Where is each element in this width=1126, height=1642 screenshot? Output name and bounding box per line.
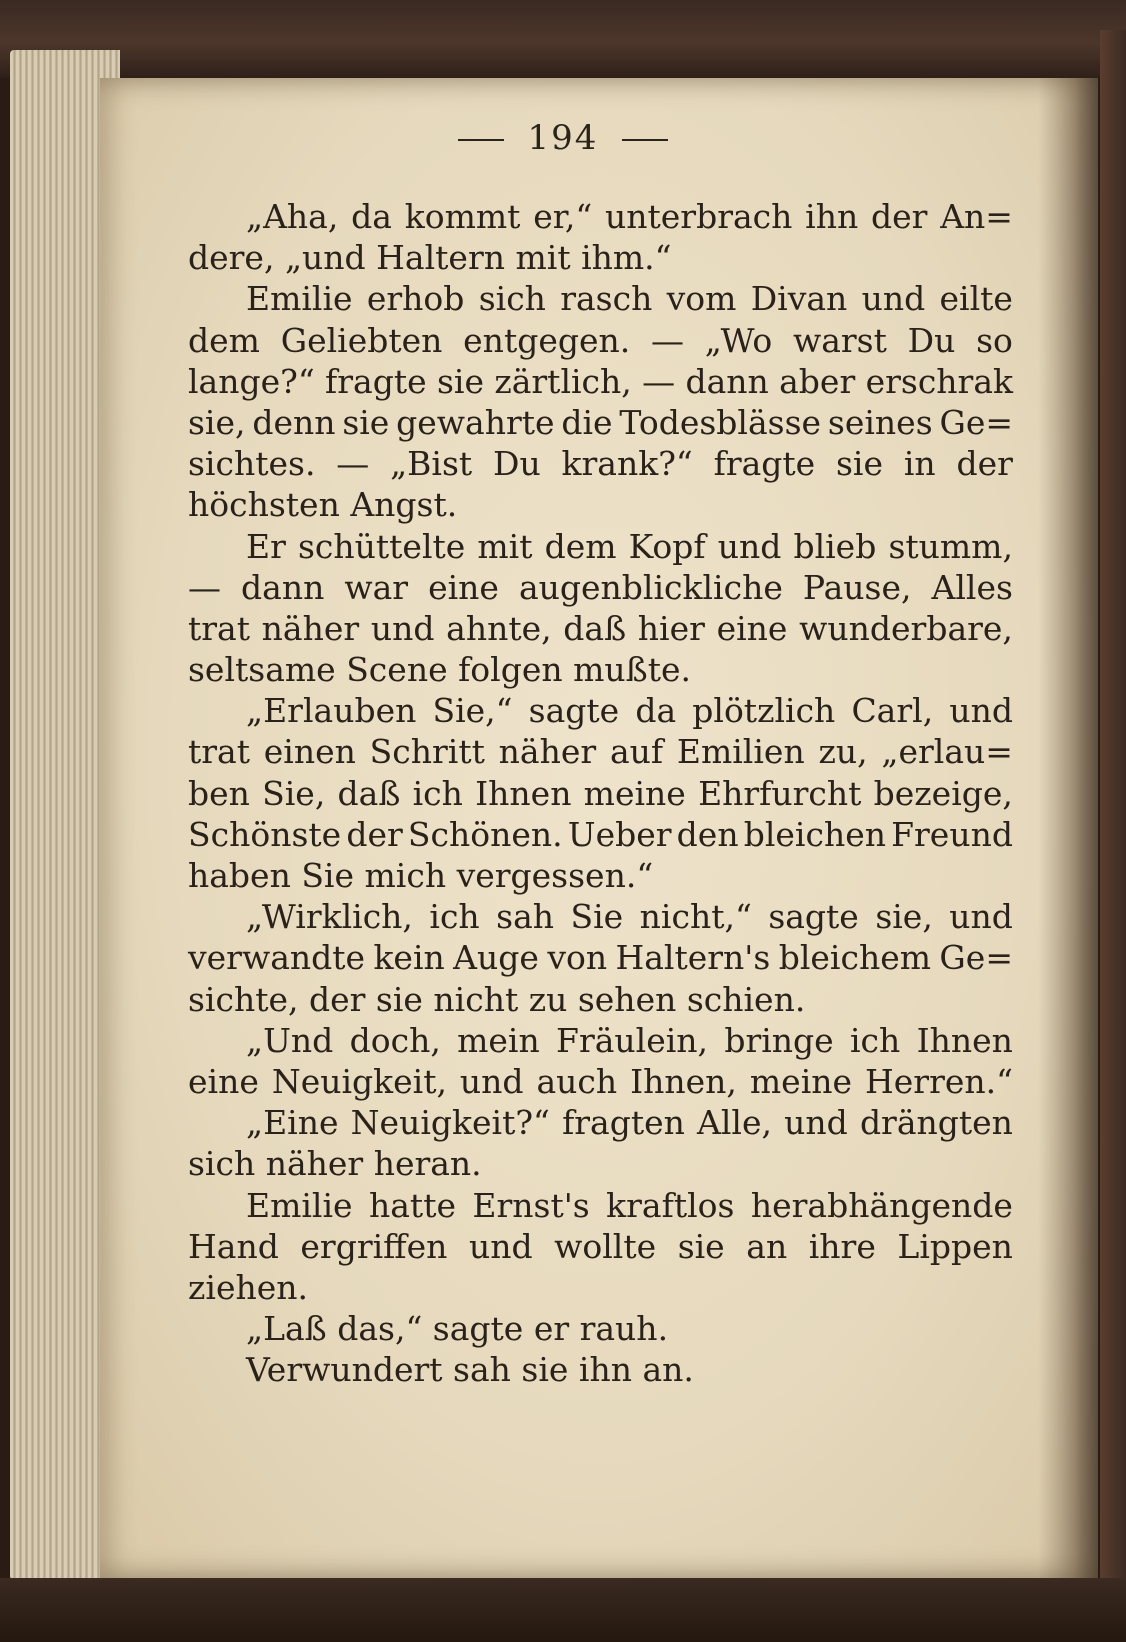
word: ihn bbox=[805, 197, 859, 236]
page-number-dash-right bbox=[622, 139, 668, 141]
word: fragte bbox=[325, 361, 427, 401]
word: sichtes. bbox=[188, 444, 316, 484]
word: Herren.“ bbox=[864, 1061, 1013, 1101]
word: Ueber bbox=[567, 814, 672, 854]
word: „Bist bbox=[390, 444, 473, 484]
text-line: höchsten Angst. bbox=[188, 485, 458, 525]
word: meine bbox=[749, 1061, 853, 1101]
text-line bbox=[188, 443, 1013, 484]
word: da bbox=[351, 197, 392, 236]
word: Emilie bbox=[246, 1185, 353, 1225]
word: „Wo bbox=[704, 320, 773, 360]
word: „Wirklich, bbox=[246, 897, 413, 937]
word: und bbox=[949, 691, 1013, 731]
word: vom bbox=[666, 279, 737, 319]
word: meine bbox=[583, 773, 686, 813]
word: erschrak bbox=[865, 361, 1013, 401]
word: Alles bbox=[931, 567, 1013, 607]
book-bottom-edge bbox=[0, 1578, 1126, 1642]
word: nicht,“ bbox=[639, 897, 752, 937]
word: unterbrach bbox=[605, 197, 793, 236]
word: „Erlauben bbox=[246, 691, 417, 731]
word: Schritt bbox=[369, 732, 485, 772]
word: „Eine bbox=[246, 1103, 339, 1143]
word: und bbox=[784, 1103, 848, 1143]
text-line bbox=[188, 278, 1013, 319]
text-line bbox=[188, 320, 1013, 361]
book-cover-right bbox=[1100, 30, 1126, 1620]
word: einen bbox=[263, 732, 356, 772]
word: Divan bbox=[750, 279, 848, 319]
word: „Und bbox=[246, 1020, 334, 1060]
word: Geliebten bbox=[280, 320, 443, 360]
word: Sie,“ bbox=[432, 691, 513, 731]
text-line: Verwundert sah sie ihn an. bbox=[246, 1350, 694, 1390]
text-line bbox=[188, 937, 1013, 978]
text-line: seltsame Scene folgen mußte. bbox=[188, 650, 691, 690]
word: auch bbox=[536, 1061, 618, 1101]
word: doch, bbox=[349, 1020, 441, 1060]
word: Ihnen, bbox=[630, 1061, 737, 1101]
word: Ge= bbox=[939, 402, 1013, 442]
word: sie bbox=[836, 444, 884, 484]
word: Pause, bbox=[802, 567, 912, 607]
word: Kopf bbox=[628, 526, 706, 566]
word: ich bbox=[429, 897, 480, 937]
word: Alle, bbox=[697, 1103, 773, 1143]
word: sagte bbox=[768, 897, 859, 937]
word: herabhängende bbox=[750, 1185, 1013, 1225]
word: Fräulein, bbox=[556, 1020, 709, 1060]
word: stumm, bbox=[888, 526, 1013, 566]
word: ihre bbox=[808, 1226, 876, 1266]
word: eine bbox=[428, 567, 499, 607]
word: erhob bbox=[366, 279, 465, 319]
word: an bbox=[746, 1226, 788, 1266]
word: Ihnen bbox=[916, 1020, 1013, 1060]
page-number-value: 194 bbox=[527, 118, 599, 158]
word: die bbox=[561, 402, 613, 442]
word: Haltern's bbox=[615, 938, 771, 978]
word: bleichen bbox=[743, 814, 886, 854]
word: Lippen bbox=[897, 1226, 1013, 1266]
word: in bbox=[903, 444, 936, 484]
text-line: sichte, der sie nicht zu sehen schien. bbox=[188, 979, 806, 1019]
word: entgegen. bbox=[463, 320, 631, 360]
word: blieb bbox=[793, 526, 877, 566]
word: aber bbox=[779, 361, 856, 401]
text-line: ziehen. bbox=[188, 1267, 308, 1307]
word: rasch bbox=[560, 279, 653, 319]
text-line bbox=[188, 1102, 1013, 1143]
word: der bbox=[956, 444, 1013, 484]
word: zärtlich, bbox=[494, 361, 632, 401]
word: ergriffen bbox=[300, 1226, 448, 1266]
word: bezeige, bbox=[873, 773, 1013, 813]
word: kommt bbox=[404, 197, 521, 236]
word: — bbox=[336, 444, 370, 484]
word: daß bbox=[563, 608, 627, 648]
text-line bbox=[188, 1061, 1013, 1102]
word: lange?“ bbox=[188, 361, 315, 401]
word: mit bbox=[477, 526, 533, 566]
word: fragte bbox=[713, 444, 816, 484]
word: „Aha, bbox=[246, 197, 339, 236]
word: Ernst's bbox=[472, 1185, 590, 1225]
word: von bbox=[547, 938, 608, 978]
text-line: sich näher heran. bbox=[188, 1144, 482, 1184]
word: trat bbox=[188, 732, 250, 772]
word: er,“ bbox=[533, 197, 593, 236]
word: — bbox=[642, 361, 676, 401]
word: auf bbox=[609, 732, 664, 772]
page-number bbox=[0, 118, 1126, 158]
text-line bbox=[188, 402, 1013, 443]
word: Schönste bbox=[188, 814, 342, 854]
word: und bbox=[459, 1061, 524, 1101]
word: sich bbox=[478, 279, 546, 319]
word: dann bbox=[241, 567, 325, 607]
word: fragten bbox=[562, 1103, 685, 1143]
word: sie bbox=[436, 361, 484, 401]
word: denn bbox=[252, 402, 336, 442]
text-line bbox=[188, 690, 1013, 731]
word: wunderbare, bbox=[799, 608, 1013, 648]
word: und bbox=[370, 608, 435, 648]
word: dann bbox=[685, 361, 769, 401]
word: kein bbox=[373, 938, 445, 978]
text-line bbox=[188, 1185, 1013, 1226]
word: Er bbox=[246, 526, 286, 566]
word: eine bbox=[716, 608, 788, 648]
word: Freund bbox=[891, 814, 1013, 854]
word: eilte bbox=[939, 279, 1013, 319]
text-line bbox=[188, 731, 1013, 772]
word: schüttelte bbox=[297, 526, 466, 566]
text-line bbox=[188, 814, 1013, 855]
word: warst bbox=[792, 320, 887, 360]
word: — bbox=[651, 320, 685, 360]
body-text bbox=[188, 196, 1013, 1390]
word: ahnte, bbox=[446, 608, 552, 648]
word: verwandte bbox=[188, 938, 366, 978]
text-line bbox=[188, 526, 1013, 567]
text-line bbox=[188, 896, 1013, 937]
word: „erlau= bbox=[881, 732, 1013, 772]
word: sie, bbox=[188, 402, 246, 442]
word: Neuigkeit?“ bbox=[350, 1103, 550, 1143]
text-line bbox=[188, 361, 1013, 402]
word: sie bbox=[342, 402, 390, 442]
word: da bbox=[635, 691, 677, 731]
word: und bbox=[949, 897, 1013, 937]
word: An= bbox=[940, 197, 1013, 236]
word: bringe bbox=[724, 1020, 834, 1060]
text-line bbox=[188, 608, 1013, 649]
word: Schönen. bbox=[407, 814, 563, 854]
word: sah bbox=[496, 897, 555, 937]
word: dem bbox=[188, 320, 260, 360]
word: näher bbox=[261, 608, 360, 648]
text-line: haben Sie mich vergessen.“ bbox=[188, 856, 654, 895]
word: Sie, bbox=[262, 773, 326, 813]
word: Todesblässe bbox=[619, 402, 822, 442]
text-line: dere, „und Haltern mit ihm.“ bbox=[188, 238, 672, 278]
word: seines bbox=[827, 402, 933, 442]
word: Ehrfurcht bbox=[698, 773, 862, 813]
word: der bbox=[346, 814, 403, 854]
word: und bbox=[861, 279, 926, 319]
word: augenblickliche bbox=[518, 567, 783, 607]
word: gewahrte bbox=[396, 402, 555, 442]
word: sie bbox=[677, 1226, 725, 1266]
word: mein bbox=[457, 1020, 540, 1060]
word: Carl, bbox=[851, 691, 934, 731]
word: ich bbox=[850, 1020, 901, 1060]
word: — bbox=[188, 567, 221, 607]
text-line bbox=[188, 773, 1013, 814]
text-line bbox=[188, 1226, 1013, 1267]
word: hier bbox=[637, 608, 705, 648]
word: Hand bbox=[188, 1226, 279, 1266]
word: sagte bbox=[528, 691, 620, 731]
word: zu, bbox=[818, 732, 868, 772]
word: der bbox=[870, 197, 928, 236]
text-line bbox=[188, 196, 1013, 237]
word: Neuigkeit, bbox=[271, 1061, 447, 1101]
word: drängten bbox=[859, 1103, 1013, 1143]
word: trat bbox=[188, 608, 250, 648]
word: krank?“ bbox=[561, 444, 693, 484]
word: plötzlich bbox=[692, 691, 836, 731]
word: ben bbox=[188, 773, 250, 813]
text-line bbox=[188, 567, 1013, 608]
word: und bbox=[468, 1226, 533, 1266]
word: Sie bbox=[570, 897, 624, 937]
word: bleichem bbox=[778, 938, 932, 978]
word: wollte bbox=[554, 1226, 657, 1266]
word: hatte bbox=[369, 1185, 456, 1225]
page-number-dash-left bbox=[458, 139, 504, 141]
word: dem bbox=[544, 526, 617, 566]
page-gutter-shadow bbox=[1038, 78, 1098, 1578]
word: eine bbox=[188, 1061, 259, 1101]
word: ich bbox=[412, 773, 463, 813]
word: war bbox=[344, 567, 409, 607]
text-line bbox=[188, 1020, 1013, 1061]
book-cover-top bbox=[0, 0, 1126, 78]
word: Du bbox=[907, 320, 956, 360]
word: Ihnen bbox=[475, 773, 572, 813]
word: den bbox=[676, 814, 739, 854]
word: Emilie bbox=[246, 279, 353, 319]
word: kraftlos bbox=[606, 1185, 735, 1225]
word: Du bbox=[493, 444, 541, 484]
word: Ge= bbox=[939, 938, 1013, 978]
word: Auge bbox=[453, 938, 539, 978]
word: näher bbox=[498, 732, 597, 772]
text-line: „Laß das,“ sagte er rauh. bbox=[246, 1309, 669, 1349]
word: sie, bbox=[875, 897, 933, 937]
word: Emilien bbox=[676, 732, 805, 772]
word: und bbox=[717, 526, 782, 566]
word: so bbox=[976, 320, 1013, 360]
word: daß bbox=[337, 773, 401, 813]
